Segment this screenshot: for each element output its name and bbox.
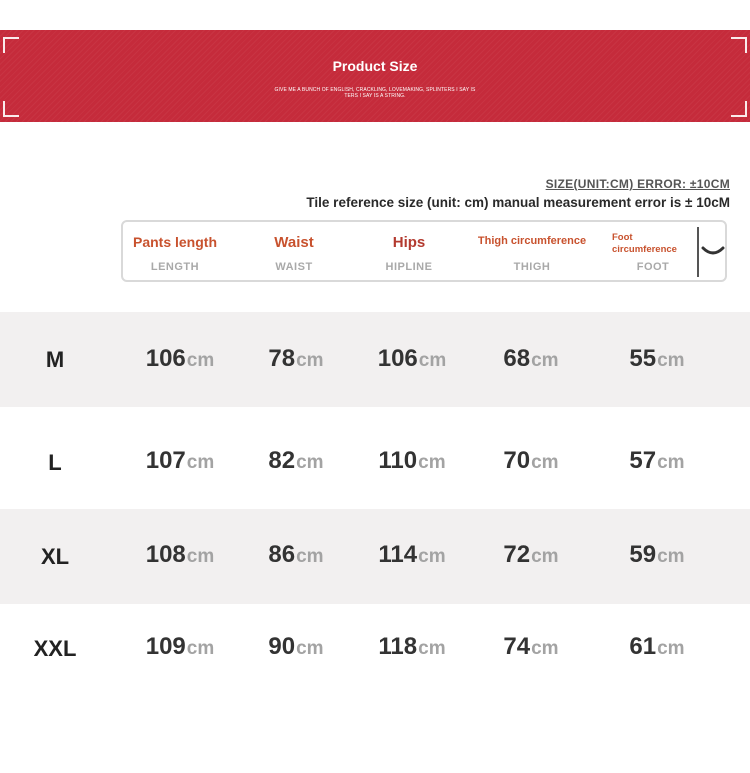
column-sublabel: THIGH xyxy=(513,261,551,273)
table-row xyxy=(0,312,750,407)
thigh-value: 70cm xyxy=(503,447,559,474)
corner-bracket-top-right xyxy=(731,37,747,53)
hips-value: 114cm xyxy=(378,541,446,568)
hips-value: 110cm xyxy=(378,447,446,474)
thigh-value: 74cm xyxy=(503,633,559,660)
column-header-hips xyxy=(357,222,461,280)
thigh-value: 68cm xyxy=(503,345,559,372)
corner-bracket-bottom-left xyxy=(3,101,19,117)
column-label: Waist xyxy=(274,234,314,251)
title-banner xyxy=(0,30,750,122)
header-divider xyxy=(697,227,699,277)
banner-subtitle-line2: TERS I SAY IS A STRING. xyxy=(344,93,406,99)
column-sublabel: FOOT xyxy=(636,261,670,273)
measurement-header xyxy=(121,220,727,282)
size-unit-note: SIZE(UNIT:CM) ERROR: ±10CM xyxy=(545,177,730,191)
length-value: 108cm xyxy=(145,541,215,568)
table-row xyxy=(0,415,750,510)
tile-reference-note: Tile reference size (unit: cm) manual measurement error is ± 10cM xyxy=(306,195,730,210)
column-label: Hips xyxy=(392,234,426,251)
column-header-length xyxy=(123,222,227,280)
corner-bracket-top-left xyxy=(3,37,19,53)
column-label xyxy=(612,232,698,256)
thigh-value: 72cm xyxy=(503,541,559,568)
table-row xyxy=(0,509,750,604)
chevron-down-icon xyxy=(701,244,725,260)
column-header-thigh xyxy=(467,222,597,280)
column-sublabel: LENGTH xyxy=(150,261,200,273)
banner-title: Product Size xyxy=(332,58,418,74)
waist-value: 86cm xyxy=(268,541,324,568)
foot-value: 57cm xyxy=(629,447,685,474)
column-label: Thigh circumference xyxy=(477,235,587,247)
column-header-foot xyxy=(608,222,698,280)
table-row xyxy=(0,604,750,699)
length-value: 107cm xyxy=(145,447,215,474)
column-label-line2: circumference xyxy=(612,244,677,255)
length-value: 106cm xyxy=(145,345,215,372)
waist-value: 78cm xyxy=(268,345,324,372)
waist-value: 90cm xyxy=(268,633,324,660)
foot-value: 61cm xyxy=(629,633,685,660)
column-label-line1: Foot xyxy=(612,232,633,243)
corner-bracket-bottom-right xyxy=(731,101,747,117)
size-label: M xyxy=(45,347,65,372)
banner-subtitle-line1: GIVE ME A BUNCH OF ENGLISH, CRACKLING, LOVEMAKING, SPLINTERS I SAY IS xyxy=(274,87,476,93)
hips-value: 106cm xyxy=(377,345,447,372)
size-label: L xyxy=(48,450,62,475)
size-label: XL xyxy=(40,544,70,569)
column-header-waist xyxy=(242,222,346,280)
foot-value: 59cm xyxy=(629,541,685,568)
foot-value: 55cm xyxy=(629,345,685,372)
column-label: Pants length xyxy=(132,234,217,250)
column-sublabel: WAIST xyxy=(275,261,313,273)
size-label: XXL xyxy=(33,636,77,661)
hips-value: 118cm xyxy=(378,633,446,660)
length-value: 109cm xyxy=(145,633,215,660)
waist-value: 82cm xyxy=(268,447,324,474)
column-sublabel: HIPLINE xyxy=(385,261,433,273)
